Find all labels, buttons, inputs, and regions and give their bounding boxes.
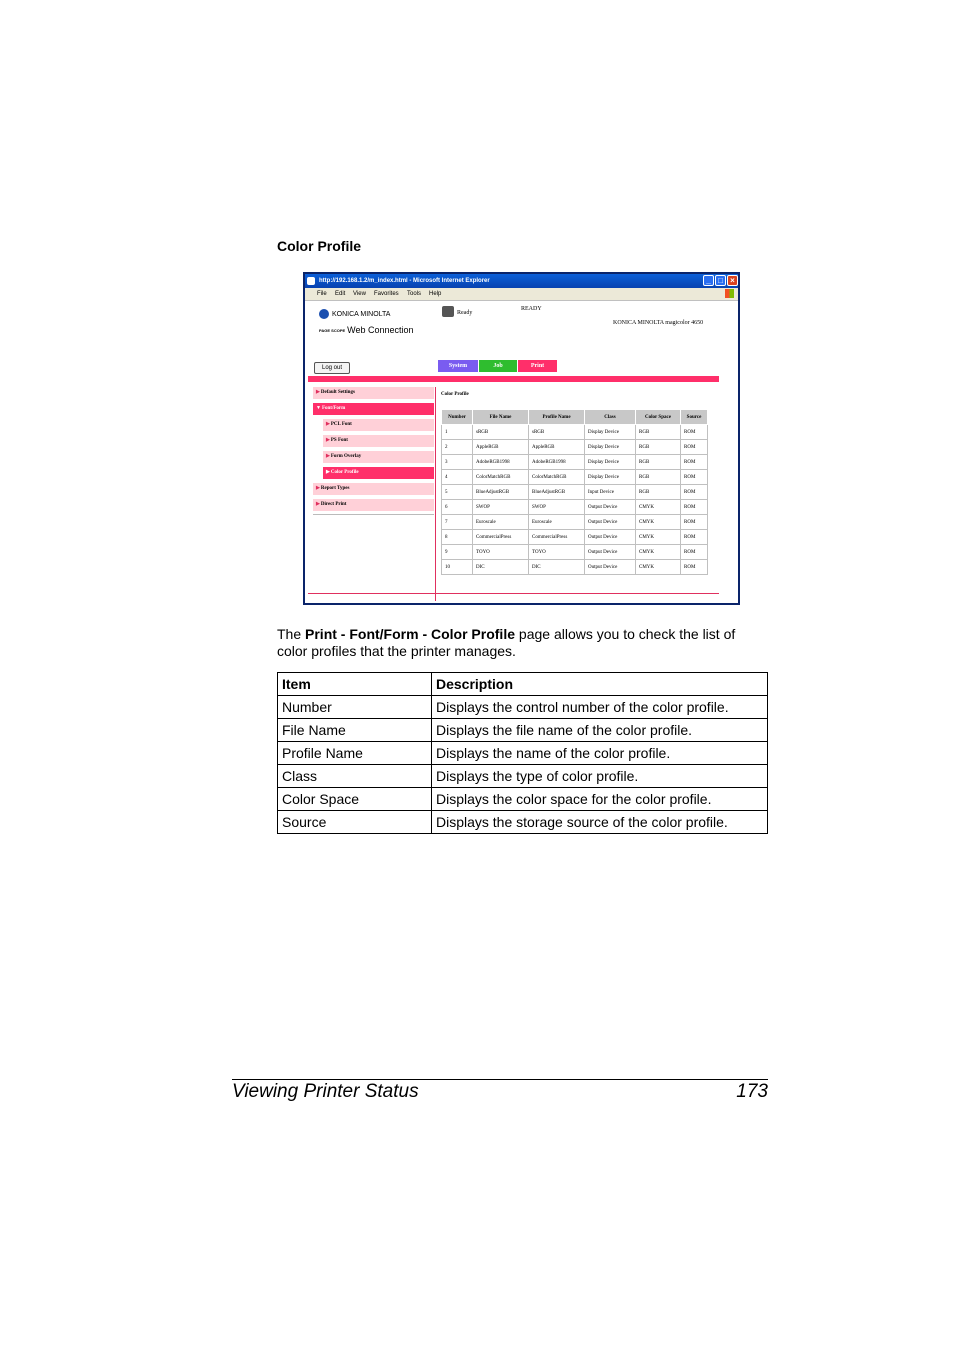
- table-header-row: [442, 410, 708, 425]
- sidebar-item-font-form[interactable]: ▼Font/Form: [313, 403, 434, 415]
- column-header: Color Space: [636, 410, 681, 425]
- sidebar-item-pcl-font[interactable]: ▶PCL Font: [323, 419, 434, 431]
- table-cell: 4: [442, 470, 473, 485]
- sidebar: [310, 387, 436, 601]
- item-cell: Profile Name: [278, 742, 432, 765]
- table-cell: Output Device: [585, 500, 636, 515]
- menu-tools[interactable]: Tools: [407, 291, 422, 297]
- table-cell: ROM: [681, 425, 708, 440]
- table-cell: Output Device: [585, 560, 636, 575]
- footer-rule: [232, 1079, 768, 1080]
- table-cell: ROM: [681, 545, 708, 560]
- table-cell: ROM: [681, 530, 708, 545]
- table-row: [442, 560, 708, 575]
- description-cell: Displays the name of the color profile.: [432, 742, 768, 765]
- web-page: [305, 301, 720, 603]
- table-cell: Display Device: [585, 440, 636, 455]
- menu-favorites[interactable]: Favorites: [374, 291, 399, 297]
- menu-edit[interactable]: Edit: [335, 291, 346, 297]
- table-cell: Output Device: [585, 515, 636, 530]
- table-row: [442, 500, 708, 515]
- sidebar-item-report-types[interactable]: ▶Report Types: [313, 483, 434, 495]
- sidebar-item-ps-font[interactable]: ▶PS Font: [323, 435, 434, 447]
- printer-status-text: READY: [521, 306, 542, 312]
- table-row: [442, 440, 708, 455]
- table-cell: 10: [442, 560, 473, 575]
- column-header: File Name: [473, 410, 529, 425]
- table-cell: sRGB: [473, 425, 529, 440]
- column-header: Profile Name: [529, 410, 585, 425]
- table-row: [442, 545, 708, 560]
- table-cell: ROM: [681, 515, 708, 530]
- maximize-button[interactable]: □: [715, 275, 726, 286]
- column-header-description: Description: [432, 673, 768, 696]
- table-cell: Euroscale: [473, 515, 529, 530]
- close-button[interactable]: ×: [727, 275, 738, 286]
- table-row: [278, 742, 768, 765]
- table-row: [278, 696, 768, 719]
- table-cell: AppleRGB: [529, 440, 585, 455]
- table-cell: CMYK: [636, 530, 681, 545]
- table-cell: AppleRGB: [473, 440, 529, 455]
- table-cell: AdobeRGB1998: [529, 455, 585, 470]
- table-row: [442, 485, 708, 500]
- ie-icon: [307, 277, 315, 285]
- description-table: [277, 672, 768, 834]
- sidebar-item-default-settings[interactable]: ▶Default Settings: [313, 387, 434, 399]
- table-cell: 2: [442, 440, 473, 455]
- table-cell: 1: [442, 425, 473, 440]
- table-cell: BlueAdjustRGB: [529, 485, 585, 500]
- browser-title: http://192.168.1.2/m_index.html - Microsoft Internet Explorer: [319, 278, 490, 284]
- header-divider: [308, 376, 719, 382]
- table-cell: DIC: [529, 560, 585, 575]
- table-cell: ROM: [681, 500, 708, 515]
- item-cell: File Name: [278, 719, 432, 742]
- table-cell: RGB: [636, 425, 681, 440]
- menu-view[interactable]: View: [353, 291, 366, 297]
- table-cell: RGB: [636, 485, 681, 500]
- column-header-item: Item: [278, 673, 432, 696]
- column-header: Source: [681, 410, 708, 425]
- table-cell: 3: [442, 455, 473, 470]
- table-row: [278, 765, 768, 788]
- table-cell: CMYK: [636, 545, 681, 560]
- browser-screenshot: [303, 272, 740, 605]
- browser-titlebar: [305, 274, 738, 288]
- table-cell: BlueAdjustRGB: [473, 485, 529, 500]
- brand-name: KONICA MINOLTA: [332, 310, 391, 318]
- table-cell: Output Device: [585, 530, 636, 545]
- table-cell: ROM: [681, 485, 708, 500]
- table-cell: CMYK: [636, 515, 681, 530]
- column-header: Number: [442, 410, 473, 425]
- table-cell: Display Device: [585, 455, 636, 470]
- table-row: [442, 530, 708, 545]
- menu-bar: [305, 288, 738, 301]
- table-cell: CommercialPress: [529, 530, 585, 545]
- table-cell: DIC: [473, 560, 529, 575]
- table-cell: RGB: [636, 470, 681, 485]
- table-row: [278, 811, 768, 834]
- web-connection-label: Web Connection: [347, 325, 414, 335]
- table-cell: RGB: [636, 440, 681, 455]
- printer-status-label: Ready: [457, 310, 473, 316]
- item-cell: Color Space: [278, 788, 432, 811]
- table-row: [278, 788, 768, 811]
- printer-icon: [442, 306, 454, 317]
- footer-title: Viewing Printer Status: [232, 1081, 419, 1102]
- web-connection-logo: [319, 325, 414, 335]
- table-cell: AdobeRGB1998: [473, 455, 529, 470]
- table-row: [442, 425, 708, 440]
- table-cell: SWOP: [529, 500, 585, 515]
- item-cell: Class: [278, 765, 432, 788]
- table-cell: CommercialPress: [473, 530, 529, 545]
- table-header-row: [278, 673, 768, 696]
- column-header: Class: [585, 410, 636, 425]
- table-body: [278, 696, 768, 834]
- table-cell: sRGB: [529, 425, 585, 440]
- table-cell: Display Device: [585, 470, 636, 485]
- table-cell: 5: [442, 485, 473, 500]
- table-cell: ROM: [681, 470, 708, 485]
- logout-button[interactable]: Log out: [314, 362, 350, 374]
- intro-paragraph: The Print - Font/Form - Color Profile page allows you to check the list of color profiles that the printer manages.: [277, 626, 736, 659]
- footer-divider: [308, 593, 719, 594]
- menu-file[interactable]: File: [317, 291, 327, 297]
- table-cell: Input Device: [585, 485, 636, 500]
- pagescope-icon: PAGE SCOPE: [319, 327, 346, 333]
- tab-system[interactable]: System: [438, 360, 478, 372]
- description-cell: Displays the file name of the color profile.: [432, 719, 768, 742]
- item-cell: Source: [278, 811, 432, 834]
- table-cell: TOYO: [529, 545, 585, 560]
- description-cell: Displays the control number of the color profile.: [432, 696, 768, 719]
- color-profile-table: [441, 409, 708, 575]
- table-row: [278, 719, 768, 742]
- description-cell: Displays the color space for the color profile.: [432, 788, 768, 811]
- description-cell: Displays the storage source of the color profile.: [432, 811, 768, 834]
- tab-print[interactable]: Print: [518, 360, 557, 372]
- description-cell: Displays the type of color profile.: [432, 765, 768, 788]
- table-cell: ROM: [681, 455, 708, 470]
- konica-minolta-logo: [319, 309, 390, 319]
- table-cell: ROM: [681, 440, 708, 455]
- table-cell: 6: [442, 500, 473, 515]
- table-row: [442, 470, 708, 485]
- table-cell: TOYO: [473, 545, 529, 560]
- menu-help[interactable]: Help: [429, 291, 442, 297]
- table-cell: 7: [442, 515, 473, 530]
- item-cell: Number: [278, 696, 432, 719]
- table-cell: Display Device: [585, 425, 636, 440]
- table-cell: Euroscale: [529, 515, 585, 530]
- table-body: [442, 425, 708, 575]
- globe-icon: [319, 309, 329, 319]
- table-row: [442, 455, 708, 470]
- sidebar-divider: [313, 514, 434, 515]
- sidebar-item-color-profile[interactable]: ▶Color Profile: [323, 467, 434, 479]
- section-title: Color Profile: [277, 238, 362, 254]
- tab-job[interactable]: Job: [479, 360, 517, 372]
- table-cell: RGB: [636, 455, 681, 470]
- minimize-button[interactable]: _: [703, 275, 714, 286]
- printer-model: KONICA MINOLTA magicolor 4650: [613, 320, 704, 326]
- table-cell: ROM: [681, 560, 708, 575]
- table-cell: CMYK: [636, 560, 681, 575]
- table-row: [442, 515, 708, 530]
- table-cell: 9: [442, 545, 473, 560]
- table-cell: Output Device: [585, 545, 636, 560]
- sidebar-item-form-overlay[interactable]: ▶Form Overlay: [323, 451, 434, 463]
- windows-logo-icon: [725, 289, 734, 298]
- sidebar-item-direct-print[interactable]: ▶Direct Print: [313, 499, 434, 511]
- content-title: Color Profile: [441, 392, 469, 397]
- table-cell: 8: [442, 530, 473, 545]
- table-cell: CMYK: [636, 500, 681, 515]
- menu-path: Print - Font/Form - Color Profile: [305, 626, 516, 642]
- table-cell: SWOP: [473, 500, 529, 515]
- table-cell: ColorMatchRGB: [473, 470, 529, 485]
- page-number: 173: [736, 1081, 768, 1102]
- table-cell: ColorMatchRGB: [529, 470, 585, 485]
